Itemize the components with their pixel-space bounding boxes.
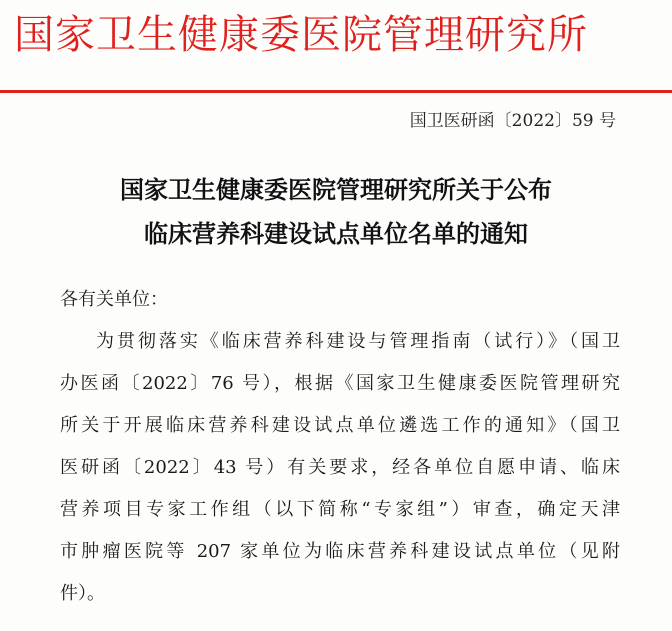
body-line-4: 医研函〔2022〕43 号）有关要求，经各单位自愿申请、临床 <box>60 457 620 478</box>
notice-title-line-2: 临床营养科建设试点单位名单的通知 <box>144 220 528 248</box>
document-number: 国卫医研函〔2022〕59 号 <box>409 111 616 131</box>
body-line-7: 件）。 <box>60 583 105 604</box>
notice-title-line-1: 国家卫生健康委医院管理研究所关于公布 <box>120 176 552 204</box>
body-line-1: 为贯彻落实《临床营养科建设与管理指南（试行）》（国卫 <box>96 331 620 352</box>
letterhead-red-rule <box>0 90 672 93</box>
salutation: 各有关单位： <box>60 289 168 310</box>
body-line-6: 市肿瘤医院等 207 家单位为临床营养科建设试点单位（见附 <box>60 541 620 562</box>
body-line-2: 办医函〔2022〕76 号），根据《国家卫生健康委医院管理研究 <box>60 373 620 394</box>
body-line-3: 所关于开展临床营养科建设试点单位遴选工作的通知》（国卫 <box>60 415 620 436</box>
body-line-5: 营养项目专家工作组（以下简称“专家组”）审查，确定天津 <box>60 499 620 520</box>
org-letterhead-title: 国家卫生健康委医院管理研究所 <box>14 12 588 58</box>
